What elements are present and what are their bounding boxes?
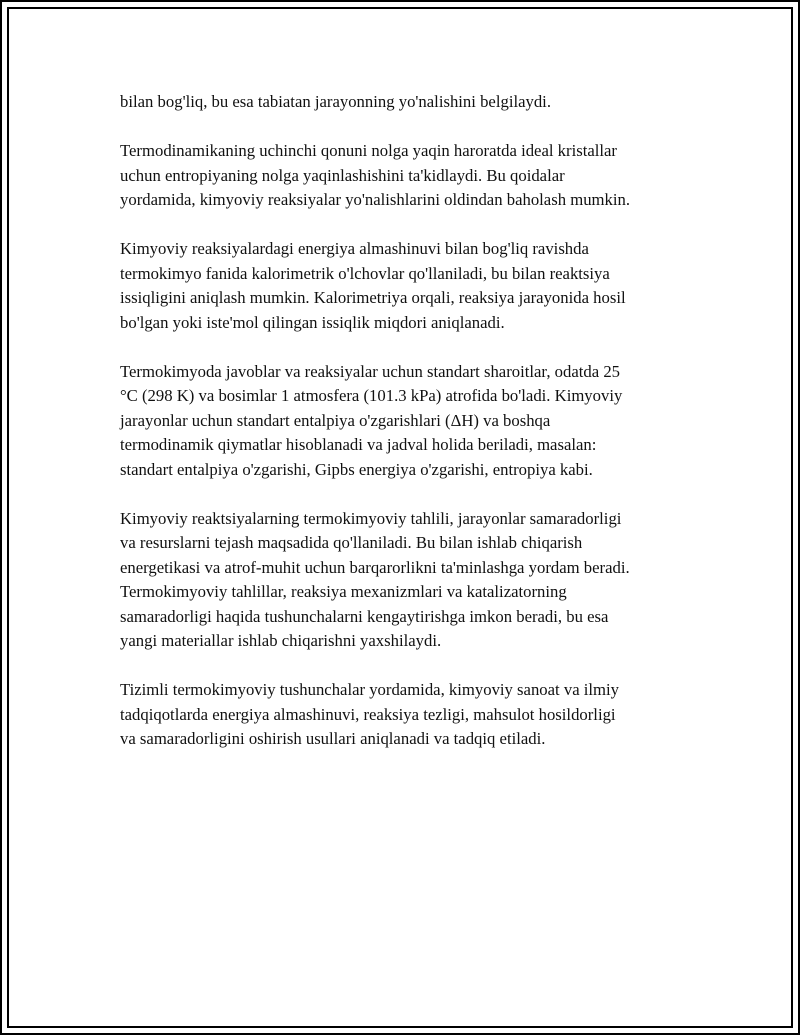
paragraph-6: Tizimli termokimyoviy tushunchalar yordamida, kimyoviy sanoat va ilmiy tadqiqotlarda energiya almashinuvi, reaksiya tezligi, mahsulot hosildorligi va samaradorligini oshirish usullari aniqlanadi va tadqiq etiladi. [120, 680, 620, 748]
paragraph-1: bilan bog'liq, bu esa tabiatan jarayonning yo'nalishini belgilaydi. [120, 92, 551, 111]
paragraph-2: Termodinamikaning uchinchi qonuni nolga yaqin haroratda ideal kristallar uchun entropiyaning nolga yaqinlashishini ta'kidlaydi. Bu qoidalar yordamida, kimyoviy reaksiyalar yo'nalishlarini oldindan baholash mumkin. [120, 141, 631, 209]
paragraph-4: Termokimyoda javoblar va reaksiyalar uchun standart sharoitlar, odatda 25 °C (298 K) va bosimlar 1 atmosfera (101.3 kPa) atrofida bo'ladi. Kimyoviy jarayonlar uchun standart entalpiya o'zgarishlari (ΔH) va boshqa termodinamik qiymatlar hisoblanadi va jadval holida beriladi, masalan: standart entalpiya o'zgarishi, Gipbs energiya o'zgarishi, entropiya kabi. [120, 361, 623, 479]
paragraph-3: Kimyoviy reaksiyalardagi energiya almashinuvi bilan bog'liq ravishda termokimyo fanida kalorimetrik o'lchovlar qo'llaniladi, bu bilan reaktsiya issiqligini aniqlash mumkin. Kalorimetriya orqali, reaksiya jarayonida hosil bo'lgan yoki iste'mol qilingan issiqlik miqdori aniqlanadi. [120, 239, 626, 332]
document-body [120, 90, 700, 776]
paragraph-5: Kimyoviy reaktsiyalarning termokimyoviy tahlili, jarayonlar samaradorligi va resurslarni tejash maqsadida qo'llaniladi. Bu bilan ishlab chiqarish energetikasi va atrof-muhit uchun barqarorlikni ta'minlashga yordam beradi. Termokimyoviy tahlillar, reaksiya mexanizmlari va katalizatorning samaradorligi haqida tushunchalarni kengaytirishga imkon beradi, bu esa yangi materiallar ishlab chiqarishni yaxshilaydi. [120, 508, 630, 650]
